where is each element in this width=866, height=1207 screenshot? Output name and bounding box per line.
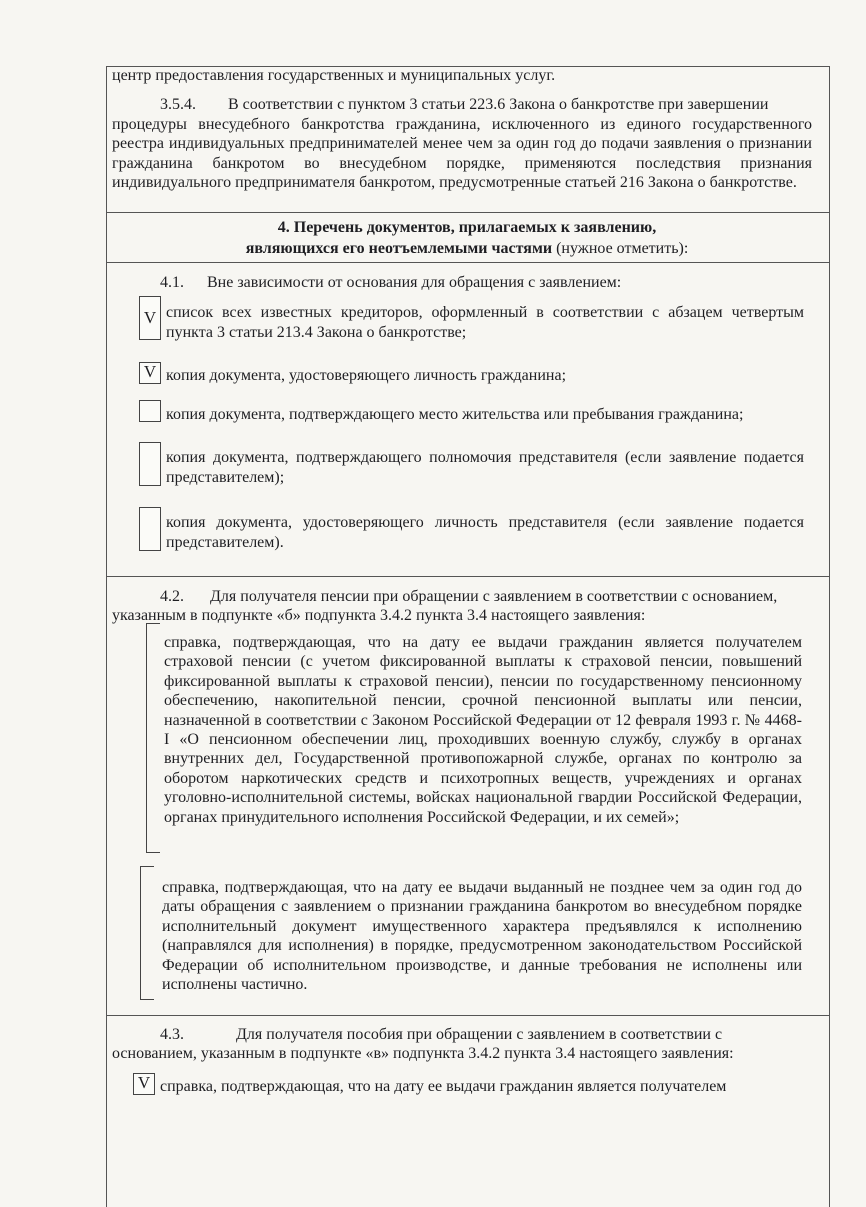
clause-number: 4.2.	[160, 588, 184, 605]
checkbox-representative-id[interactable]	[139, 507, 161, 551]
divider	[106, 576, 829, 577]
clause-number: 3.5.4.	[160, 96, 196, 113]
clause-heading: Для получателя пособия при обращении с заявлением в соответствии с	[236, 1026, 723, 1043]
list-item: справка, подтверждающая, что на дату ее выдачи гражданин является получателем страховой пенсии (с учетом фиксированной выплаты к страховой пенсии, повышений фиксированной выплаты к страховой пенсии), пенсии по государственному пенсионному обеспечению, накопительной пенсии, срочной пенсионной выплаты или пенсии, назначенной в соответствии с Законом Российской Федерации от 12 февраля 1993 г. № 4468-I «О пенсионном обеспечении лиц, проходивших военную службу, службу в органах внутренних дел, Государственной противопожарной службе, органах по контролю за оборотом наркотических средств и психотропных веществ, учреждениях и органах уголовно-исполнительной системы, войсках национальной гвардии Российской Федерации, органах принудительного исполнения Российской Федерации, и их семей»;	[164, 634, 802, 826]
section-subtitle: являющихся его неотъемлемыми частями (нужное отметить):	[245, 240, 689, 257]
clause-number: 4.3.	[160, 1026, 184, 1043]
checkbox-enforcement-certificate[interactable]	[140, 866, 154, 1000]
list-item: копия документа, удостоверяющего личность представителя (если заявление подается представителем).	[166, 514, 804, 551]
list-item: копия документа, удостоверяющего личность гражданина;	[166, 367, 567, 384]
clause-heading: Вне зависимости от основания для обращения с заявлением:	[207, 274, 622, 291]
list-item: справка, подтверждающая, что на дату ее выдачи выданный не позднее чем за один год до даты обращения с заявлением о признании гражданина банкротом во внесудебном порядке исполнительный документ имущественного характера предъявлялся к исполнению (направлялся для исполнения) в порядке, предусмотренном законодательством Российской Федерации об исполнительном производстве, и данные требования не исполнены или исполнены частично.	[162, 879, 802, 994]
divider	[106, 212, 829, 213]
checkbox-creditors-list[interactable]: V	[139, 296, 161, 340]
clause-number: 4.1.	[160, 274, 184, 291]
list-item: список всех известных кредиторов, оформленный в соответствии с абзацем четвертым пункта 3 статьи 213.4 Закона о банкротстве;	[166, 304, 804, 341]
clause-text: процедуры внесудебного банкротства гражданина, исключенного из единого государственного реестра индивидуальных предпринимателей менее чем за один год до подачи заявления о признании гражданина банкротом во внесудебном порядке, применяются последствия признания индивидуального предпринимателя банкротом, предусмотренные статьей 216 Закона о банкротстве.	[112, 116, 812, 191]
checkbox-citizen-id[interactable]: V	[139, 362, 161, 384]
list-item: копия документа, подтверждающего место жительства или пребывания гражданина;	[166, 406, 744, 423]
divider	[106, 262, 829, 263]
checkbox-representative-authority[interactable]	[139, 442, 161, 486]
checkbox-residence[interactable]	[139, 400, 161, 422]
list-item: справка, подтверждающая, что на дату ее выдачи гражданин является получателем	[160, 1078, 727, 1095]
checkbox-benefit-certificate[interactable]: V	[133, 1073, 155, 1095]
top-line: центр предоставления государственных и муниципальных услуг.	[112, 67, 556, 84]
clause-heading-line2: указанным в подпункте «б» подпункта 3.4.2 пункта 3.4 настоящего заявления:	[112, 607, 646, 624]
clause-heading: Для получателя пенсии при обращении с заявлением в соответствии с основанием,	[210, 588, 778, 605]
clause-heading-line2: основанием, указанным в подпункте «в» подпункта 3.4.2 пункта 3.4 настоящего заявления:	[112, 1045, 734, 1062]
divider	[106, 1015, 829, 1016]
section-title: 4. Перечень документов, прилагаемых к заявлению,	[277, 219, 657, 236]
clause-first-line: В соответствии с пунктом 3 статьи 223.6 Закона о банкротстве при завершении	[228, 96, 769, 113]
checkbox-pension-certificate[interactable]	[146, 623, 160, 853]
list-item: копия документа, подтверждающего полномочия представителя (если заявление подается представителем);	[166, 449, 804, 486]
